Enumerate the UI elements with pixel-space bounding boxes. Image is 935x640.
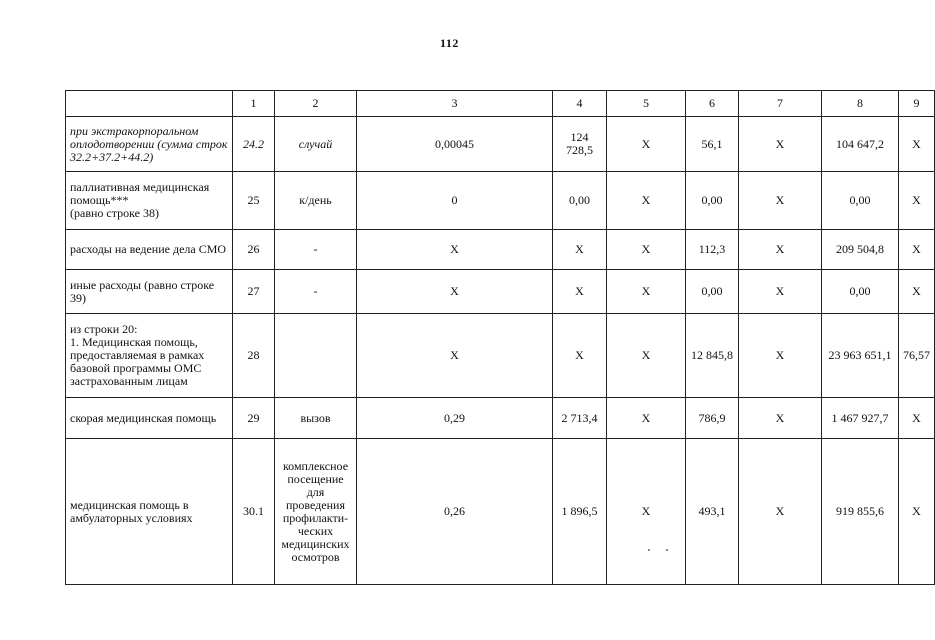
value-cell: Х — [607, 439, 686, 585]
value-cell: Х — [899, 172, 935, 230]
header-cell: 9 — [899, 91, 935, 117]
row-name: паллиативная медицинская помощь*** (равно строке 38) — [66, 172, 233, 230]
unit-cell: - — [275, 270, 357, 314]
header-cell: 4 — [553, 91, 607, 117]
value-cell: Х — [739, 439, 822, 585]
value-cell: 12 845,8 — [686, 314, 739, 398]
row-number: 26 — [233, 230, 275, 270]
value-cell: 919 855,6 — [822, 439, 899, 585]
value-cell: Х — [739, 172, 822, 230]
value-cell: 0,00 — [822, 172, 899, 230]
header-cell: 2 — [275, 91, 357, 117]
value-cell: Х — [739, 117, 822, 172]
unit-cell: комплексное посещение для проведения профилакти-ческих медицинских осмотров — [275, 439, 357, 585]
value-cell: 0,00045 — [357, 117, 553, 172]
value-cell: 0,29 — [357, 398, 553, 439]
row-number: 27 — [233, 270, 275, 314]
header-cell: 5 — [607, 91, 686, 117]
value-cell: Х — [357, 314, 553, 398]
row-name: скорая медицинская помощь — [66, 398, 233, 439]
row-number: 24.2 — [233, 117, 275, 172]
table-row — [66, 270, 935, 314]
table-header-row — [66, 91, 935, 117]
value-cell: Х — [607, 230, 686, 270]
header-cell-name — [66, 91, 233, 117]
unit-cell: к/день — [275, 172, 357, 230]
value-cell: Х — [899, 398, 935, 439]
value-cell: Х — [607, 117, 686, 172]
value-cell: 493,1 — [686, 439, 739, 585]
value-cell: Х — [899, 270, 935, 314]
value-cell: Х — [739, 314, 822, 398]
value-cell: 104 647,2 — [822, 117, 899, 172]
unit-cell — [275, 314, 357, 398]
header-cell: 7 — [739, 91, 822, 117]
row-name: медицинская помощь в амбулаторных условиях — [66, 439, 233, 585]
row-number: 30.1 — [233, 439, 275, 585]
data-table — [65, 90, 935, 585]
row-number: 29 — [233, 398, 275, 439]
value-cell: 56,1 — [686, 117, 739, 172]
value-cell: 112,3 — [686, 230, 739, 270]
value-cell: Х — [607, 314, 686, 398]
row-name: иные расходы (равно строке 39) — [66, 270, 233, 314]
row-number: 25 — [233, 172, 275, 230]
value-cell: Х — [553, 270, 607, 314]
row-name: расходы на ведение дела СМО — [66, 230, 233, 270]
header-cell: 6 — [686, 91, 739, 117]
value-cell: Х — [739, 230, 822, 270]
value-cell: 0,00 — [686, 270, 739, 314]
value-cell: 0,00 — [553, 172, 607, 230]
unit-cell: вызов — [275, 398, 357, 439]
table-row — [66, 230, 935, 270]
value-cell: 0,00 — [822, 270, 899, 314]
value-cell: 76,57 — [899, 314, 935, 398]
value-cell: Х — [553, 314, 607, 398]
table-row — [66, 314, 935, 398]
row-name: при экстракорпоральном оплодотворении (сумма строк 32.2+37.2+44.2) — [66, 117, 233, 172]
unit-cell: случай — [275, 117, 357, 172]
value-cell: Х — [553, 230, 607, 270]
header-cell: 1 — [233, 91, 275, 117]
scan-speck — [648, 549, 650, 551]
header-cell: 3 — [357, 91, 553, 117]
value-cell: Х — [739, 270, 822, 314]
table-row — [66, 172, 935, 230]
value-cell: 0,26 — [357, 439, 553, 585]
row-number: 28 — [233, 314, 275, 398]
value-cell: Х — [899, 439, 935, 585]
value-cell: 1 896,5 — [553, 439, 607, 585]
row-name: из строки 20: 1. Медицинская помощь, предоставляемая в рамках базовой программы ОМС застрахованным лицам — [66, 314, 233, 398]
table-row — [66, 439, 935, 585]
value-cell: Х — [899, 117, 935, 172]
unit-cell: - — [275, 230, 357, 270]
value-cell: Х — [899, 230, 935, 270]
value-cell: 124 728,5 — [553, 117, 607, 172]
value-cell: 1 467 927,7 — [822, 398, 899, 439]
scan-speck — [666, 549, 668, 551]
value-cell: 0,00 — [686, 172, 739, 230]
page-number: 112 — [440, 36, 459, 50]
header-cell: 8 — [822, 91, 899, 117]
value-cell: 209 504,8 — [822, 230, 899, 270]
value-cell: 23 963 651,1 — [822, 314, 899, 398]
value-cell: Х — [357, 270, 553, 314]
value-cell: Х — [607, 398, 686, 439]
value-cell: Х — [739, 398, 822, 439]
table-row — [66, 398, 935, 439]
table-row — [66, 117, 935, 172]
value-cell: 786,9 — [686, 398, 739, 439]
value-cell: Х — [607, 270, 686, 314]
value-cell: Х — [607, 172, 686, 230]
value-cell: Х — [357, 230, 553, 270]
value-cell: 2 713,4 — [553, 398, 607, 439]
value-cell: 0 — [357, 172, 553, 230]
